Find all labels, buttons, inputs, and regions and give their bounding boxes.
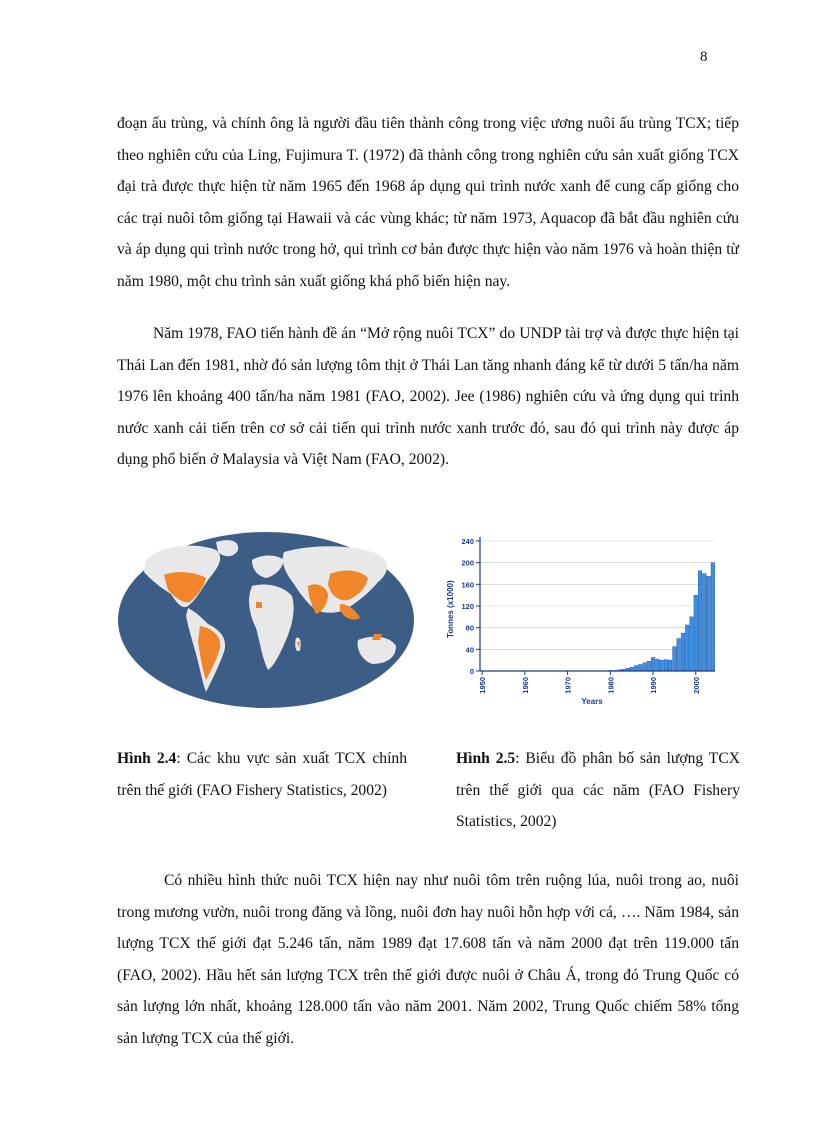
bar — [664, 660, 668, 671]
bar — [655, 659, 659, 671]
world-map-figure — [116, 530, 416, 710]
bar — [673, 647, 677, 671]
page-number: 8 — [700, 49, 708, 65]
x-tick-label: 1950 — [478, 677, 488, 694]
figure-2-4-label: Hình 2.4 — [117, 750, 177, 767]
bar — [702, 574, 706, 672]
x-axis-label: Years — [581, 697, 603, 706]
y-tick-label: 240 — [461, 537, 474, 546]
chart-bars — [604, 563, 714, 671]
bar — [638, 665, 642, 672]
y-tick-label: 40 — [465, 645, 474, 655]
paragraph-3: Có nhiều hình thức nuôi TCX hiện nay như nuôi tôm trên ruộng lúa, nuôi trong ao, nuôi trong mương vườn, nuôi trong đăng và lồng, nuôi đơn hay nuôi hỗn hợp với cá, …. Năm 1984, sản lượng TCX thế giới đạt 5.246 tấn, năm 1989 đạt 17.608 tấn và năm 2000 đạt trên 119.000 tấn (FAO, 2002). Hầu hết sản lượng TCX trên thế giới được nuôi ở Châu Á, trong đó Trung Quốc có sản lượng lớn nhất, khoảng 128.000 tấn vào năm 2001. Năm 2002, Trung Quốc chiếm 58% tổng sản lượng TCX của thế giới. — [117, 872, 739, 1047]
bar — [711, 563, 715, 671]
bar — [685, 625, 689, 671]
bar — [707, 576, 711, 671]
bar — [651, 657, 655, 671]
bar — [677, 639, 681, 672]
bar — [681, 633, 685, 671]
y-tick-label: 160 — [461, 580, 474, 590]
production-bar-chart — [437, 533, 727, 708]
figure-2-5-caption — [456, 743, 740, 838]
bar — [643, 663, 647, 671]
bar — [634, 666, 638, 671]
paragraph-1: đoạn ấu trùng, và chính ông là người đầu tiên thành công trong việc ương nuôi ấu trùng TCX; tiếp theo nghiên cứu của Ling, Fujimura T. (1972) đã thành công trong nghiên cứu sản xuất giống TCX đại trà được thực hiện từ năm 1965 đến 1968 áp dụng qui trình nước xanh để cung cấp giống cho các trại nuôi tôm giống tại Hawaii và các vùng khác; từ năm 1973, Aquacop đã bắt đầu nghiên cứu và áp dụng qui trình nước trong hở, qui trình cơ bản được thực hiện vào năm 1976 và hoàn thiện từ năm 1980, một chu trình sản xuất giống khá phổ biến hiện nay. — [117, 115, 739, 290]
bar — [668, 660, 672, 671]
region-africa-west — [256, 602, 262, 608]
y-tick-label: 200 — [461, 558, 474, 568]
bar — [660, 660, 664, 671]
figure-2-5-text: : Biểu đồ phân bố sản lượng TCX trên thế giới qua các năm (FAO Fishery Statistics, 2002) — [456, 750, 740, 831]
production-chart — [437, 533, 727, 708]
paragraph-2: Năm 1978, FAO tiến hành đề án “Mở rộng nuôi TCX” do UNDP tài trợ và được thực hiện tại Thái Lan đến 1981, nhờ đó sản lượng tôm thịt ở Thái Lan tăng nhanh đáng kể từ dưới 5 tấn/ha năm 1976 lên khoảng 400 tấn/ha năm 1981 (FAO, 2002). Jee (1986) nghiên cứu và ứng dụng qui trình nước xanh cải tiến trên cơ sở cải tiến qui trình nước xanh trước đó, sau đó qui trình này được áp dụng phổ biến ở Malaysia và Việt Nam (FAO, 2002). — [117, 325, 739, 469]
bar — [690, 617, 694, 671]
x-tick-label: 2000 — [691, 677, 701, 694]
x-tick-label: 1960 — [520, 677, 530, 694]
world-map — [116, 530, 416, 710]
y-tick-label: 0 — [469, 667, 474, 676]
x-tick-label: 1970 — [563, 677, 573, 694]
x-tick-label: 1980 — [606, 677, 616, 694]
y-tick-label: 80 — [465, 623, 474, 633]
bar — [694, 595, 698, 671]
y-axis-label: Tonnes (x1000) — [446, 580, 455, 638]
figure-2-5-label: Hình 2.5 — [456, 750, 516, 767]
bar — [647, 661, 651, 671]
y-tick-label: 120 — [461, 602, 474, 611]
figure-2-4-text: : Các khu vực sản xuất TCX chính trên thế giới (FAO Fishery Statistics, 2002) — [117, 750, 408, 799]
figure-2-4-caption — [117, 743, 407, 806]
bar — [698, 571, 702, 671]
x-tick-label: 1990 — [649, 677, 659, 694]
